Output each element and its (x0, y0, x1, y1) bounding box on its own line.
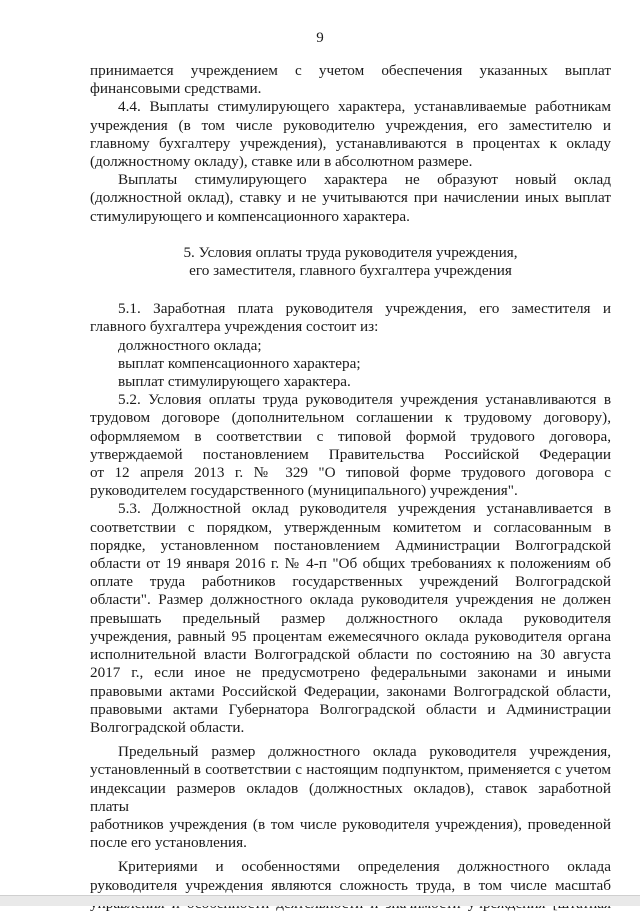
text-line: Выплаты стимулирующего характера не образуют новый оклад (118, 171, 611, 189)
page-number: 9 (316, 30, 324, 46)
page-bottom-edge (0, 895, 640, 906)
text-line: 5.3. Должностной оклад руководителя учреждения устанавливается в (118, 500, 611, 518)
text-line: Волгоградской области. (90, 718, 245, 736)
list-item: выплат компенсационного характера; (118, 354, 361, 372)
text-line: руководителем государственного (муниципального) учреждения". (90, 482, 518, 500)
paragraph-5-3 (90, 500, 611, 737)
text-line: (должностной оклад), ставку и не учитываются при начислении иных выплат (90, 189, 611, 207)
text-line: правовыми актами Губернатора Волгоградской области и Администрации (90, 700, 611, 718)
text-line: трудовом договоре (дополнительном соглашении к трудовому договору), (90, 409, 611, 427)
salary-components-list (90, 337, 611, 392)
paragraph-4-4 (90, 98, 611, 171)
paragraph-5-1 (90, 300, 611, 336)
text-line: учреждения, равный 95 процентам ежемесячного оклада руководителя органа (90, 627, 611, 645)
text-line: работников учреждения (в том числе руководителя учреждения), проведенной (90, 815, 611, 833)
text-line: главного бухгалтера учреждения состоит из: (90, 318, 379, 336)
text-line: принимается учреждением с учетом обеспечения указанных выплат (90, 62, 611, 79)
list-item: выплат стимулирующего характера. (118, 373, 351, 391)
text-line: стимулирующего и компенсационного характера. (90, 207, 410, 225)
heading-line: 5. Условия оплаты труда руководителя учреждения, (183, 243, 518, 261)
text-line: превышать предельный размер должностного оклада руководителя (90, 609, 611, 627)
document-body (90, 62, 611, 913)
text-line: Предельный размер должностного оклада руководителя учреждения, (118, 743, 611, 761)
paragraph-continuation (90, 62, 611, 98)
text-line: 2017 г., если иное не предусмотрено федеральными законами и иными (90, 664, 611, 682)
text-line: соответствии с порядком, утвержденным комитетом и согласованным в (90, 518, 611, 536)
text-line: после его установления. (90, 834, 247, 852)
section-heading (90, 244, 611, 280)
text-line: 5.2. Условия оплаты труда руководителя учреждения устанавливаются в (118, 391, 611, 409)
text-line: (должностному окладу), ставке или в абсолютном размере. (90, 153, 473, 171)
text-line: учреждения (в том числе руководителю учреждения, его заместителю и (90, 116, 611, 134)
text-line: финансовыми средствами. (90, 80, 262, 98)
heading-line: его заместителя, главного бухгалтера учреждения (189, 262, 512, 280)
text-line: области от 19 января 2016 г. № 4-п "Об общих требованиях к положениям об (90, 555, 611, 573)
text-line: 5.1. Заработная плата руководителя учреждения, его заместителя и (118, 300, 611, 318)
text-line: исполнительной власти Волгоградской области по состоянию на 30 августа (90, 646, 611, 664)
text-line: от 12 апреля 2013 г. № 329 "О типовой форме трудового договора с (90, 464, 611, 482)
paragraph-5-2 (90, 391, 611, 500)
text-line: области". Размер должностного оклада руководителя учреждения не должен (90, 591, 611, 609)
text-line: оплате труда работников государственных учреждений Волгоградской (90, 573, 611, 591)
list-item: должностного оклада; (118, 336, 262, 354)
text-line: порядке, установленном постановлением Администрации Волгоградской (90, 536, 611, 554)
text-line: установленный в соответствии с настоящим подпунктом, применяется с учетом (90, 761, 611, 779)
text-line: Критериями и особенностями определения должностного оклада (118, 858, 611, 876)
text-line: оформляемом в соответствии с типовой формой трудового договора, (90, 427, 611, 445)
text-line: 4.4. Выплаты стимулирующего характера, устанавливаемые работникам (118, 98, 611, 116)
text-line: руководителя учреждения являются сложность труда, в том числе масштаб (90, 876, 611, 894)
text-line: утверждаемой постановлением Правительства Российской Федерации (90, 445, 611, 463)
paragraph-stimulating-payments (90, 171, 611, 226)
text-line: индексации размеров окладов (должностных окладов), ставок заработной платы (90, 779, 611, 815)
text-line: главному бухгалтеру учреждения), устанавливаются в процентах к окладу (90, 134, 611, 152)
paragraph-max-salary-indexation (90, 743, 611, 852)
text-line: правовыми актами Российской Федерации, законами Волгоградской области, (90, 682, 611, 700)
